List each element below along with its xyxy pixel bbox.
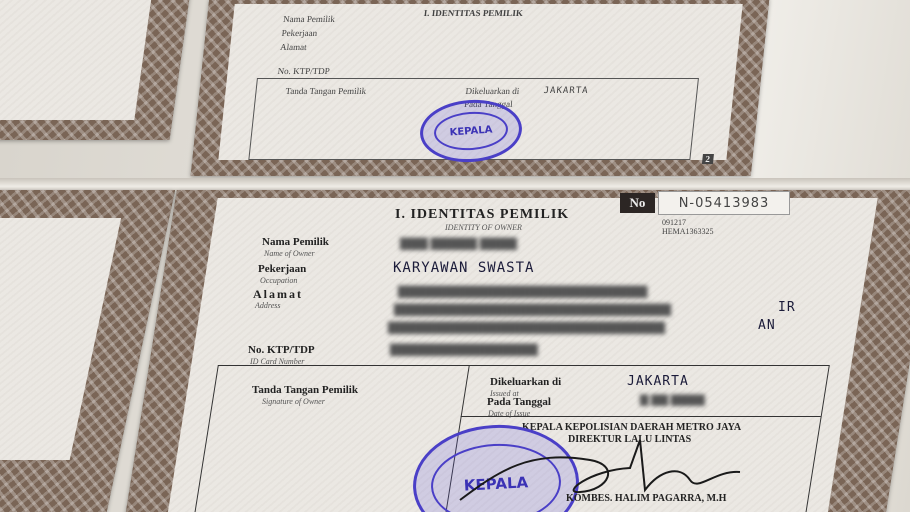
authority-line-1: KEPALA KEPOLISIAN DAERAH METRO JAYA <box>522 422 742 433</box>
field-sublabel-name: Name of Owner <box>264 249 315 258</box>
address-line-1-blurred: ▇▇▇▇▇▇▇▇▇▇▇▇▇▇▇▇▇▇▇▇▇▇▇▇▇▇▇ <box>398 284 648 298</box>
stamp-label: KEPALA <box>429 441 563 512</box>
issued-at-label: Dikeluarkan di <box>490 376 562 388</box>
section-subtitle: IDENTITY OF OWNER <box>445 223 522 232</box>
corner-code-2: HEMA1363325 <box>662 227 714 236</box>
number-label: No <box>620 193 655 213</box>
field-sublabel-occupation: Occupation <box>260 276 298 285</box>
field-label-occupation: Pekerjaan <box>258 263 307 275</box>
upper-signature-label: Tanda Tangan Pemilik <box>285 86 367 96</box>
signature-sublabel: Signature of Owner <box>262 397 325 406</box>
signature-label: Tanda Tangan Pemilik <box>252 384 358 396</box>
field-label-name: Nama Pemilik <box>262 236 329 248</box>
field-sublabel-address: Address <box>255 301 281 310</box>
address-partial-2: AN <box>758 318 776 333</box>
issued-at-sublabel: Issued at <box>490 389 519 398</box>
corner-code-1: 091217 <box>662 218 686 227</box>
upper-page-number: 2 <box>702 154 714 164</box>
section-title: I. IDENTITAS PEMILIK <box>395 207 570 222</box>
upper-section-title: I. IDENTITAS PEMILIK <box>423 8 524 18</box>
occupation-value: KARYAWAN SWASTA <box>393 260 535 276</box>
authority-line-2: DIREKTUR LALU LINTAS <box>568 434 692 445</box>
upper-date-label: Pada Tanggal <box>463 99 514 109</box>
field-sublabel-ktp: ID Card Number <box>250 357 305 366</box>
upper-stamp-label: KEPALA <box>433 109 509 152</box>
upper-field-address: Alamat <box>279 42 308 52</box>
upper-issued-value: JAKARTA <box>543 86 590 96</box>
upper-field-ktp: No. KTP/TDP <box>277 66 331 76</box>
date-label: Pada Tanggal <box>487 396 551 408</box>
address-partial-1: IR <box>778 300 796 315</box>
upper-issued-label: Dikeluarkan di <box>465 86 520 96</box>
owner-name-blurred: ▇▇▇ ▇▇▇▇▇ ▇▇▇▇ <box>400 236 517 250</box>
address-line-3-blurred: ▇▇▇▇▇▇▇▇▇▇▇▇▇▇▇▇▇▇▇▇▇▇▇▇▇▇▇▇▇▇ <box>388 320 665 334</box>
upper-field-occupation: Pekerjaan <box>281 28 318 38</box>
address-line-2-blurred: ▇▇▇▇▇▇▇▇▇▇▇▇▇▇▇▇▇▇▇▇▇▇▇▇▇▇▇▇▇▇ <box>394 302 671 316</box>
field-label-ktp: No. KTP/TDP <box>248 344 315 356</box>
official-name: KOMBES. HALIM PAGARRA, M.H <box>566 493 727 504</box>
issued-at-value: JAKARTA <box>627 374 689 389</box>
date-sublabel: Date of Issue <box>488 409 531 418</box>
issue-date-blurred: ▇ ▇▇ ▇▇▇▇ <box>640 394 705 406</box>
field-label-address: Alamat <box>253 287 303 301</box>
ktp-number-blurred: ▇▇▇▇▇▇▇▇▇▇▇▇▇▇▇▇ <box>390 342 538 356</box>
serial-number: N-05413983 <box>658 191 790 215</box>
left-document <box>0 0 191 140</box>
upper-field-name: Nama Pemilik <box>282 14 336 24</box>
